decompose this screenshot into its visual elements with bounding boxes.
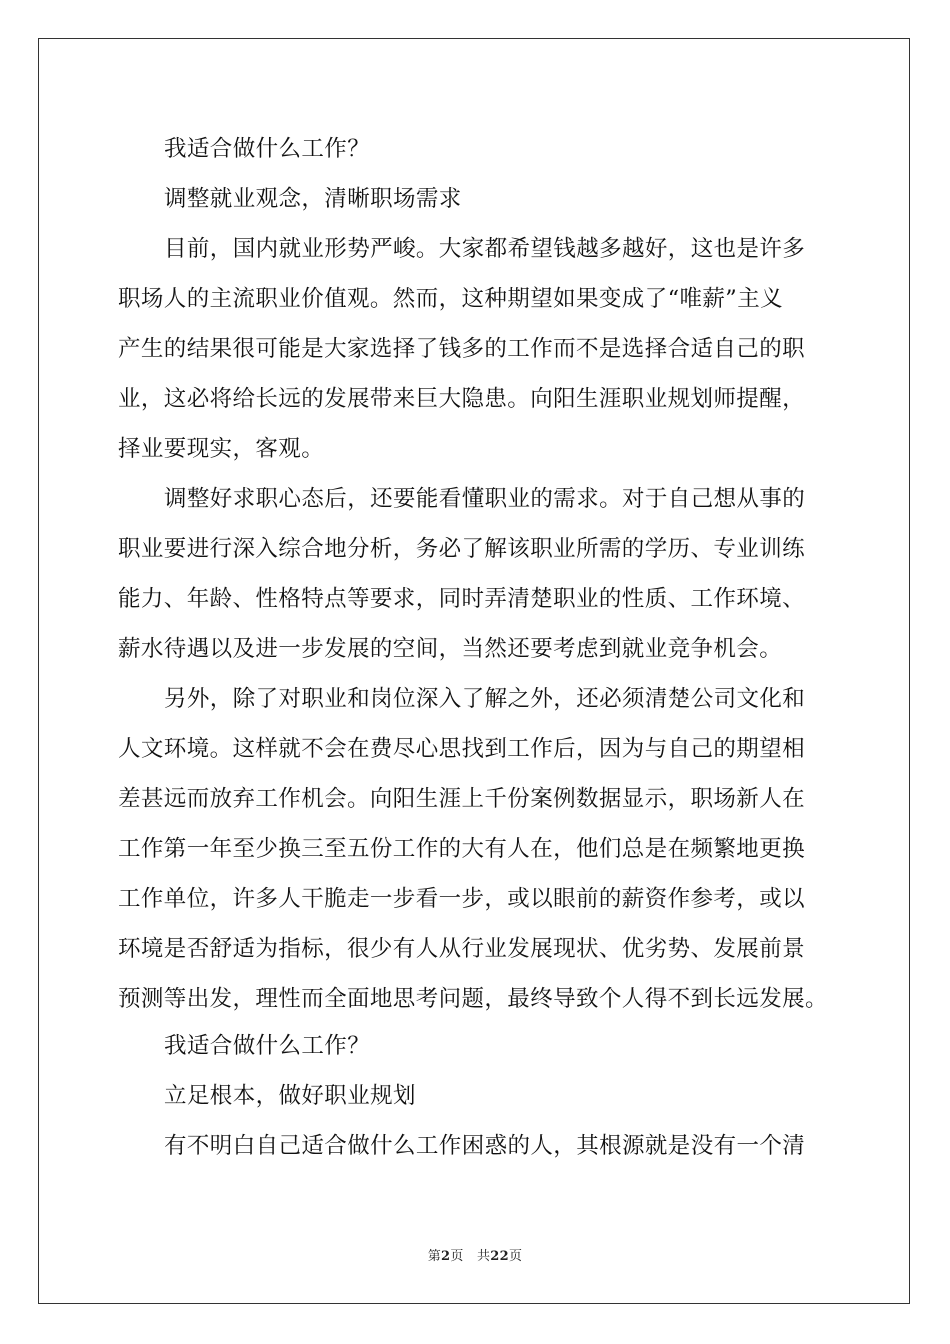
paragraph-4-line-1: 有不明白自己适合做什么工作困惑的人，其根源就是没有一个清 [164, 1133, 806, 1159]
paragraph-3-line-5: 工作单位，许多人干脆走一步看一步，或以眼前的薪资作参考，或以 [118, 886, 806, 912]
paragraph-1-line-2: 职场人的主流职业价值观。然而，这种期望如果变成了“唯薪”主义 [118, 286, 784, 312]
paragraph-1-line-1: 目前，国内就业形势严峻。大家都希望钱越多越好，这也是许多 [164, 236, 806, 262]
heading-2: 我适合做什么工作？ [164, 1033, 371, 1059]
page-footer [0, 1245, 950, 1264]
footer-page-suffix: 页 [450, 1249, 464, 1264]
paragraph-3-line-6: 环境是否舒适为指标，很少有人从行业发展现状、优劣势、发展前景 [118, 936, 806, 962]
paragraph-3-line-2: 人文环境。这样就不会在费尽心思找到工作后，因为与自己的期望相 [118, 736, 806, 762]
current-page-number: 2 [441, 1249, 451, 1264]
paragraph-1-line-3: 产生的结果很可能是大家选择了钱多的工作而不是选择合适自己的职 [118, 336, 806, 362]
paragraph-3-line-1: 另外，除了对职业和岗位深入了解之外，还必须清楚公司文化和 [164, 686, 806, 712]
heading-1: 我适合做什么工作？ [164, 136, 371, 162]
subheading-2: 立足根本，做好职业规划 [164, 1083, 416, 1109]
paragraph-1-line-4: 业，这必将给长远的发展带来巨大隐患。向阳生涯职业规划师提醒， [118, 386, 806, 412]
footer-prefix: 第 [427, 1249, 441, 1264]
footer-total-suffix: 页 [509, 1249, 523, 1264]
subheading-1: 调整就业观念，清晰职场需求 [164, 186, 462, 212]
paragraph-2-line-1: 调整好求职心态后，还要能看懂职业的需求。对于自己想从事的 [164, 486, 806, 512]
total-page-count: 22 [490, 1249, 509, 1264]
paragraph-2-line-2: 职业要进行深入综合地分析，务必了解该职业所需的学历、专业训练 [118, 536, 806, 562]
page-border [38, 38, 910, 1304]
paragraph-3-line-3: 差甚远而放弃工作机会。向阳生涯上千份案例数据显示，职场新人在 [118, 786, 806, 812]
paragraph-1-line-5: 择业要现实，客观。 [118, 436, 325, 462]
paragraph-3-line-4: 工作第一年至少换三至五份工作的大有人在，他们总是在频繁地更换 [118, 836, 806, 862]
paragraph-3-line-7: 预测等出发，理性而全面地思考问题，最终导致个人得不到长远发展。 [118, 986, 828, 1012]
paragraph-2-line-3: 能力、年龄、性格特点等要求，同时弄清楚职业的性质、工作环境、 [118, 586, 806, 612]
paragraph-2-line-4: 薪水待遇以及进一步发展的空间，当然还要考虑到就业竞争机会。 [118, 636, 783, 662]
footer-total-prefix: 共 [476, 1249, 491, 1264]
